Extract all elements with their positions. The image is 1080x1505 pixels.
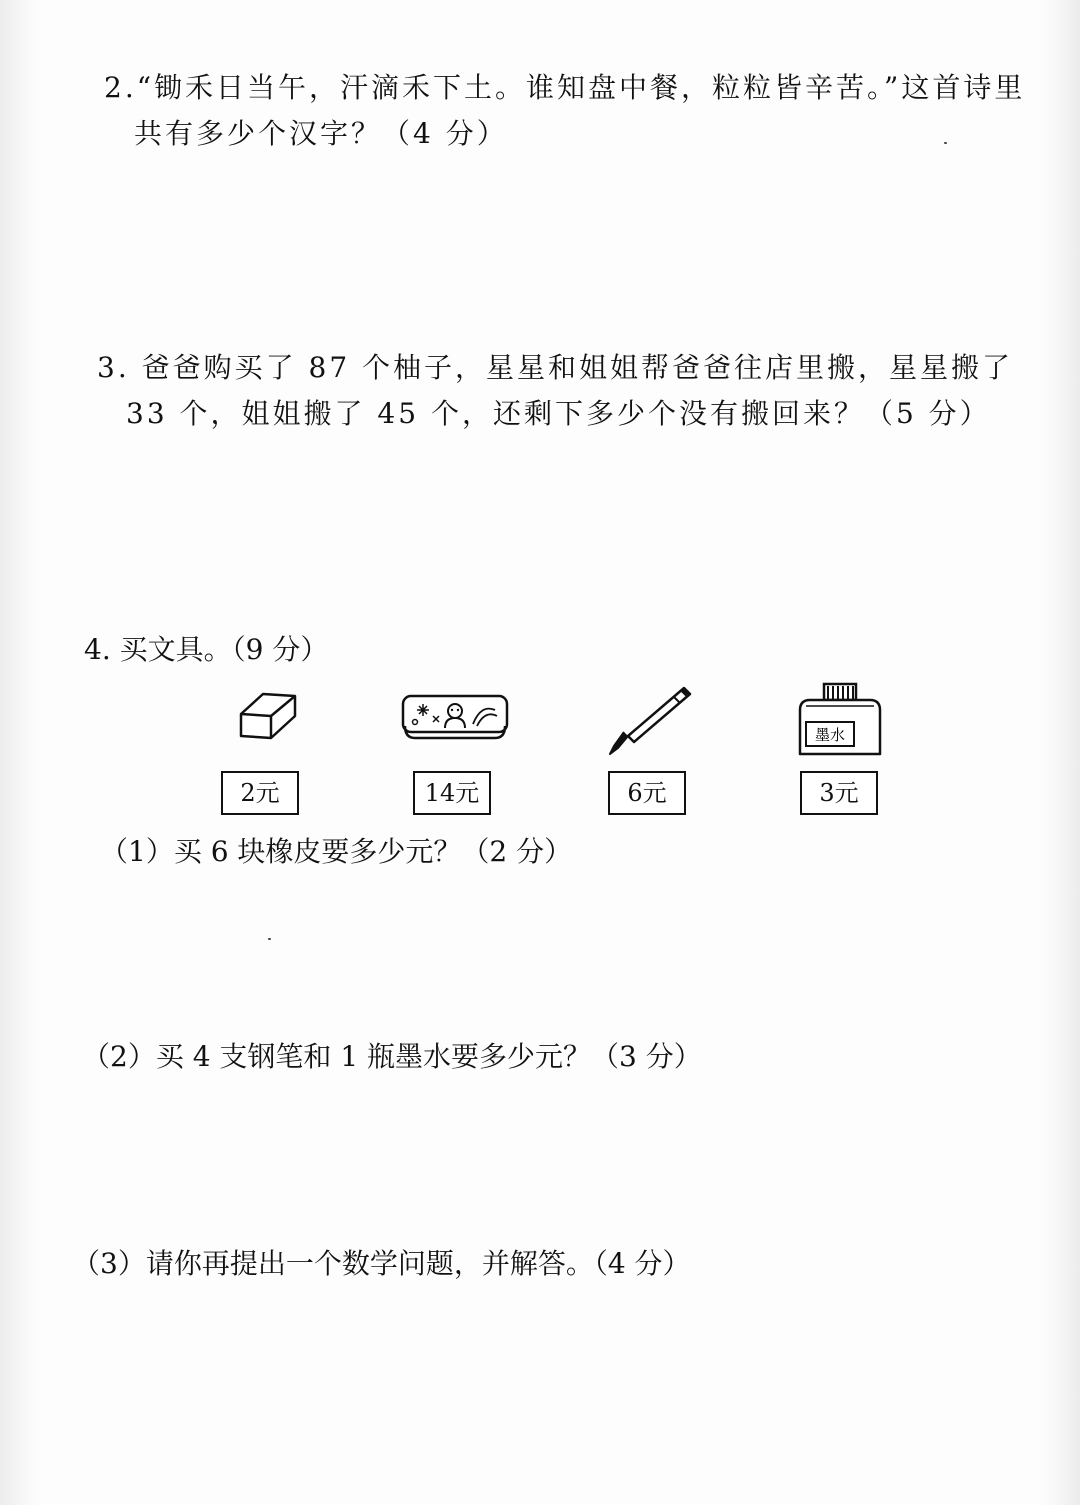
price-eraser: 2元 xyxy=(221,771,299,815)
ink-bottle-icon xyxy=(780,678,900,762)
ink-bottle-item xyxy=(780,678,900,758)
price-pencil-case: 14元 xyxy=(413,771,491,815)
question-2-line-1: 2.“锄禾日当午，汗滴禾下土。谁知盘中餐，粒粒皆辛苦。”这首诗里 xyxy=(104,71,1026,104)
fountain-pen-icon xyxy=(588,680,708,760)
question-4-sub-1: （1）买 6 块橡皮要多少元？（2 分） xyxy=(100,835,573,868)
pencil-case-icon xyxy=(395,680,515,760)
page-shadow-left xyxy=(0,0,40,1505)
question-4-sub-2: （2）买 4 支钢笔和 1 瓶墨水要多少元？（3 分） xyxy=(82,1040,702,1073)
fountain-pen-item xyxy=(588,680,708,760)
question-4-title: 4. 买文具。（9 分） xyxy=(84,633,329,666)
price-fountain-pen: 6元 xyxy=(608,771,686,815)
question-2-line-2: 共有多少个汉字？（4 分） xyxy=(134,117,508,150)
question-3-line-2: 33 个，姐姐搬了 45 个，还剩下多少个没有搬回来？（5 分） xyxy=(126,397,991,430)
question-3-line-1: 3. 爸爸购买了 87 个柚子，星星和姐姐帮爸爸往店里搬，星星搬了 xyxy=(97,351,1014,384)
eraser-item xyxy=(205,680,325,760)
stray-mark xyxy=(268,938,271,940)
eraser-icon xyxy=(205,680,325,760)
page-shadow-right xyxy=(1040,0,1080,1505)
stray-mark xyxy=(944,142,947,144)
price-ink-bottle: 3元 xyxy=(800,771,878,815)
pencil-case-item xyxy=(395,680,515,760)
ink-bottle-label: 墨水 xyxy=(814,726,846,744)
question-4-sub-3: （3）请你再提出一个数学问题，并解答。（4 分） xyxy=(72,1247,691,1280)
